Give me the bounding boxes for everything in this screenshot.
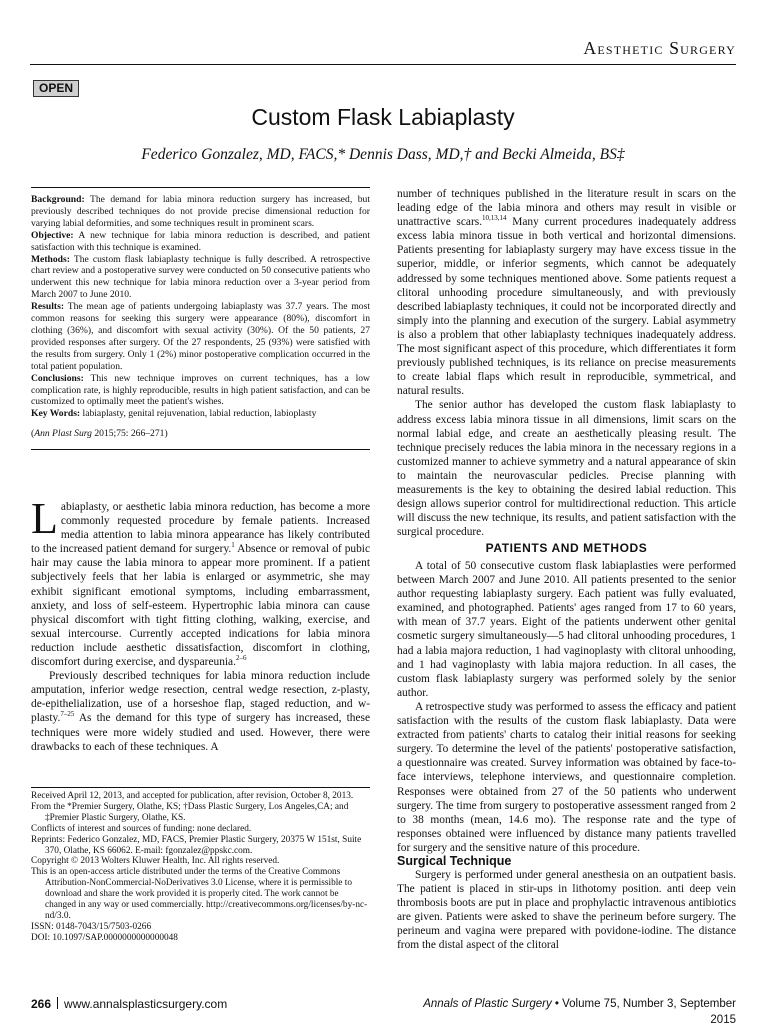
- abstract-methods-text: The custom flask labiaplasty technique is fully described. A retrospective chart review and a postoperative survey were conducted on 50 consecutive patients who underwent this new technique for labia minora reduction over a 3-year period from March 2007 to June 2010.: [31, 253, 370, 301]
- intro-r1-a: number of techniques published in the literature result in scars on the leading edge of the labia minora and others may result in visible or unattractive scars.: [397, 188, 736, 229]
- abstract-background-label: Background:: [31, 194, 85, 205]
- subheading-surgical-technique: Surgical Technique: [397, 854, 512, 868]
- abstract-rule-bottom: [31, 449, 370, 450]
- abstract-methods-label: Methods:: [31, 253, 70, 265]
- section-heading-methods: PATIENTS AND METHODS: [485, 541, 648, 555]
- abstract-conclusions-text: This new technique improves on current techniques, has a low complication rate, is highly reproducible, results in high patient satisfaction, and can be customized to optimally meet the patient's wishes.: [31, 372, 370, 408]
- header-rule: [30, 64, 736, 65]
- keywords: [31, 408, 370, 420]
- intro-p1-a: abiaplasty, or aesthetic labia minora reduction, has become a more commonly requested procedure by female patients. Increased media attention to labia minora appearance has likely contributed to the increased patient demand for surgery.: [31, 501, 370, 556]
- keywords-label: Key Words:: [31, 408, 81, 419]
- intro-left-column: [31, 494, 370, 754]
- footnote-rule: [31, 787, 370, 788]
- citation-rest: 2015;75: 266–271): [94, 428, 168, 439]
- page-footer-left: [31, 996, 227, 1012]
- footnote-reprints: Reprints: Federico Gonzalez, MD, FACS, Premier Plastic Surgery, 20375 W 151st, Suite 370, Olathe, KS 66062. E-mail: fgonzalez@ppskc.com.: [31, 834, 362, 856]
- abstract-rule-top: [31, 187, 370, 188]
- keywords-text: labiaplasty, genital rejuvenation, labial reduction, labioplasty: [82, 408, 317, 419]
- footer-separator: [57, 997, 58, 1009]
- surgical-technique-column: [397, 868, 736, 953]
- citation-journal: Ann Plast Surg: [34, 428, 92, 439]
- footnote-issn: ISSN: 0148-7043/15/7503-0266: [31, 921, 152, 932]
- methods-paragraph-1: A total of 50 consecutive custom flask labiaplasties were performed between March 2007 and June 2010. All patients presented to the senior author requesting labiaplasty surgery. Each patient was fully evaluated, examined, and photographed. Patients' ages ranged from 17 to 60 years, with mean of 37.7 years. Eight of the patients underwent other genital cosmetic surgery simultaneously—5 had clitoral unhooding procedures, 1 had a labia majora reduction, 1 had vaginoplasty with clitoral unhooding, and 1 had vaginoplasty with labia majora reduction. In all cases, the custom flask labiaplasty surgery was performed solely by the senior author.: [397, 560, 736, 699]
- intro-p1-b: Absence or removal of pubic hair may cause the labia minora to appear more prominent. If a patient subjectively feels that her labia is enlarged or asymmetric, she may exhibit significant emotional symptoms, including embarrassment, anxiety, and loss of self-esteem. Hypertrophic labia minora can cause physical discomfort with tight fitting clothing, walking, exercise, and sexual intercourse. Currently accepted indications for labia minora reduction include aesthetic dissatisfaction, discomfort in clothing, discomfort during exercise, and dyspareunia.: [31, 543, 370, 669]
- abstract-results: [31, 301, 370, 372]
- ref-superscript: 10,13,14: [482, 214, 507, 223]
- intro-p2-b: As the demand for this type of surgery has increased, these techniques were more widely studied and used. However, there were drawbacks to each of these techniques. A: [31, 712, 370, 753]
- footnote: [31, 791, 370, 944]
- abstract-objective: [31, 230, 370, 254]
- ref-superscript: 2–6: [235, 654, 247, 663]
- footnote-conflicts: Conflicts of interest and sources of funding: none declared.: [31, 823, 252, 834]
- intro-right-column: [397, 187, 736, 539]
- intro-paragraph-2: [31, 669, 370, 754]
- intro-p2-a: Previously described techniques for labia minora reduction include amputation, inferior wedge resection, central wedge resection, z-plasty, de-epithelialization, use of a horseshoe flap, staged reduction, and w-plasty.: [31, 670, 370, 725]
- article-title: Custom Flask Labiaplasty: [251, 104, 515, 130]
- methods-paragraph-2: A retrospective study was performed to assess the efficacy and patient satisfaction with the results of the custom flask labiaplasty. Data were extracted from patients' charts to catalog their initial reasons for seeking surgery. To determine the level of the patients' postoperative satisfaction, a questionnaire was created. Survey information was obtained by face-to-face interviews, telephone interviews, and questionnaire completion. Responses were obtained from 27 of the 50 patients who underwent surgery. The time from surgery to postoperative assessment ranged from 2 to 38 months (mean, 14.6 mo). The response rate and the type of responses obtained were influenced by distance many patients travelled for surgery and the sensitive nature of this procedure.: [397, 700, 736, 854]
- citation: (Ann Plast Surg 2015;75: 266–271): [31, 428, 168, 439]
- drop-cap: L: [31, 494, 58, 543]
- footer-journal-name: Annals of Plastic Surgery: [423, 998, 552, 1010]
- footnote-copyright: Copyright © 2013 Wolters Kluwer Health, Inc. All rights reserved.: [31, 856, 280, 867]
- journal-section-header: Aesthetic Surgery: [583, 38, 736, 58]
- abstract-background: [31, 194, 370, 230]
- abstract: [31, 194, 370, 408]
- ref-superscript: 7–25: [60, 710, 75, 719]
- abstract-results-text: The mean age of patients undergoing labiaplasty was 37.7 years. The most common reasons for seeking this surgery were appearance (80%), discomfort in clothing (36%), and discomfort with sexual activity (30%). Of the 50 patients, 27 provided responses after surgery. Of the 27 respondents, 25 (93%) were satisfied with the results from surgery. Only 1 (2%) minor postoperative complication occurred in the total patient population.: [31, 301, 370, 372]
- footnote-received: Received April 12, 2013, and accepted for publication, after revision, October 8, 2013.: [31, 791, 354, 801]
- open-access-badge: OPEN: [33, 80, 79, 97]
- abstract-conclusions: [31, 373, 370, 409]
- abstract-conclusions-label: Conclusions:: [31, 372, 84, 384]
- abstract-objective-label: Objective:: [31, 229, 74, 241]
- intro-paragraph-1: [31, 494, 370, 669]
- abstract-background-text: The demand for labia minora reduction surgery has increased, but previously described techniques do not provide precise dimensional reduction for varying labial deformities, and some techniques result in prominent scars.: [31, 194, 370, 229]
- footnote-license: This is an open-access article distributed under the terms of the Creative Commons Attribution-NonCommercial-NoDerivatives 3.0 License, where it is permissible to download and share the work provided it is properly cited. The work cannot be changed in any way or used commercially. http://creativecommons.org/licenses/by-nc-nd/3.0.: [31, 867, 368, 921]
- abstract-results-label: Results:: [31, 301, 65, 313]
- intro-paragraph-4: The senior author has developed the custom flask labiaplasty to address excess labia minora tissue in all dimensions, limit scars on the normal labial edge, and create an aesthetically pleasing result. The technique precisely reduces the labia minora in the necessary regions in a customized manner to achieve symmetry and a natural appearance of skin to maintain the neurovascular pedicles. Precise planning with measurements is the key to obtaining the desired labial reduction. This design allows superior control for multidirectional reduction. This article will discuss the new technique, its results, and patient satisfaction with the surgical procedure.: [397, 399, 736, 539]
- surgical-paragraph-1: Surgery is performed under general anesthesia on an outpatient basis. The patient is placed in stir-ups in lithotomy position. anti deep vein thrombosis boots are put in place and prophylactic intravenous antibiotics are given. Patients were asked to shave the perineum before surgery. The perineum and vagina were prepared with povidone-iodine. The distance from the distal aspect of the clitoral: [397, 869, 736, 952]
- page-number: 266: [31, 997, 52, 1011]
- footnote-doi: DOI: 10.1097/SAP.0000000000000048: [31, 932, 178, 943]
- methods-column: [397, 559, 736, 855]
- journal-url: www.annalsplasticsurgery.com: [64, 997, 228, 1011]
- intro-paragraph-3: [397, 187, 736, 398]
- page-footer-right: [396, 996, 736, 1028]
- ref-superscript: 1: [231, 541, 235, 550]
- abstract-methods: [31, 254, 370, 302]
- intro-r1-b: Many current procedures inadequately address excess labia minora tissue in both vertical and horizontal dimensions. Patients presenting for labiaplasty surgery may have excess tissue in the superior, middle, or inferior segments, which cannot be adequately addressed by some techniques mentioned above. Some patients request a clitoral unhooding procedure simultaneously, and with previously described labiaplasty techniques, it could not be incorporated directly and simply into the planning and execution of the surgery. Labial asymmetry is also a problem that other labiaplasty techniques inadequately address. The most significant aspect of this procedure, which differentiates it form previously published techniques, is its reliance on precise measurements to create labial flaps which result in reproducible, symmetrical, and natural results.: [397, 216, 736, 398]
- article-authors: Federico Gonzalez, MD, FACS,* Dennis Dass, MD,† and Becki Almeida, BS‡: [141, 146, 625, 163]
- footer-issue: • Volume 75, Number 3, September 2015: [551, 998, 736, 1026]
- abstract-objective-text: A new technique for labia minora reduction is described, and patient satisfaction with this technique is examined.: [31, 229, 370, 253]
- footnote-affiliations: From the *Premier Surgery, Olathe, KS; †Dass Plastic Surgery, Los Angeles,CA; and ‡Premier Plastic Surgery, Olathe, KS.: [31, 801, 349, 823]
